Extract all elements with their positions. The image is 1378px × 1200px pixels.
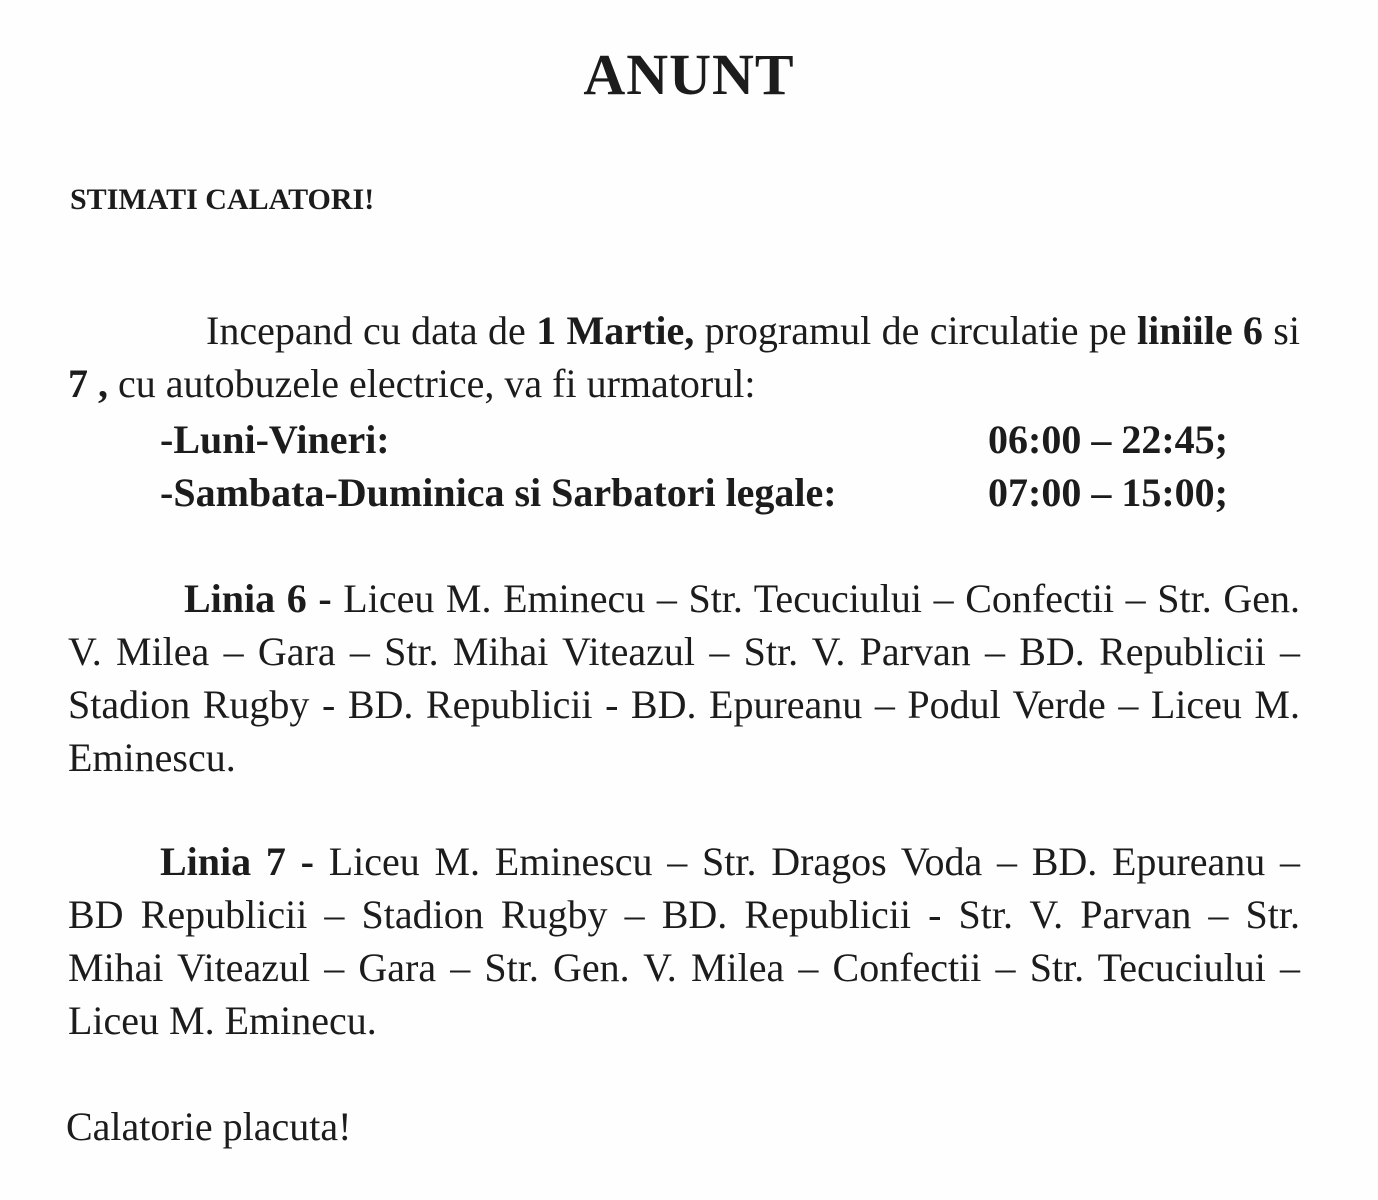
line-7-label: 7 , bbox=[68, 361, 108, 406]
route-stops: Liceu M. Eminescu – Str. Dragos Voda – BD. Epureanu – BD Republicii – Stadion Rugby – BD. Republicii - Str. V. Parvan – Str. Mihai Viteazul – Gara – Str. Gen. V. Milea – Confectii – Str. Tecuciului – Liceu M. Eminecu. bbox=[68, 839, 1300, 1043]
schedule-label: -Luni-Vineri: bbox=[160, 417, 390, 462]
intro-paragraph bbox=[68, 304, 1300, 410]
schedule-hours: 06:00 – 22:45; bbox=[988, 417, 1228, 462]
notice-title: ANUNT bbox=[583, 42, 795, 107]
start-date: 1 Martie, bbox=[536, 308, 695, 353]
schedule-weekdays bbox=[160, 413, 1228, 466]
closing-text: Calatorie placuta! bbox=[66, 1104, 352, 1149]
schedule-hours: 07:00 – 15:00; bbox=[988, 470, 1228, 515]
route-name: Linia 7 - bbox=[160, 839, 314, 884]
route-name: Linia 6 - bbox=[184, 576, 332, 621]
greeting: STIMATI CALATORI! bbox=[70, 183, 375, 216]
intro-text-4: cu autobuzele electrice, va fi urmatorul: bbox=[108, 361, 756, 406]
schedule-weekend bbox=[160, 466, 1228, 519]
intro-text-3: si bbox=[1262, 308, 1300, 353]
intro-text-1: Incepand cu data de bbox=[206, 308, 537, 353]
schedule-label: -Sambata-Duminica si Sarbatori legale: bbox=[160, 470, 837, 515]
route-line-7 bbox=[68, 835, 1300, 1047]
lines-label: liniile 6 bbox=[1137, 308, 1263, 353]
route-line-6 bbox=[68, 572, 1300, 784]
intro-text-2: programul de circulatie pe bbox=[694, 308, 1137, 353]
route-stops: Liceu M. Eminecu – Str. Tecuciului – Confectii – Str. Gen. V. Milea – Gara – Str. Mihai Viteazul – Str. V. Parvan – BD. Republicii – Stadion Rugby - BD. Republicii - BD. Epureanu – Podul Verde – Liceu M. Eminescu. bbox=[68, 576, 1300, 780]
